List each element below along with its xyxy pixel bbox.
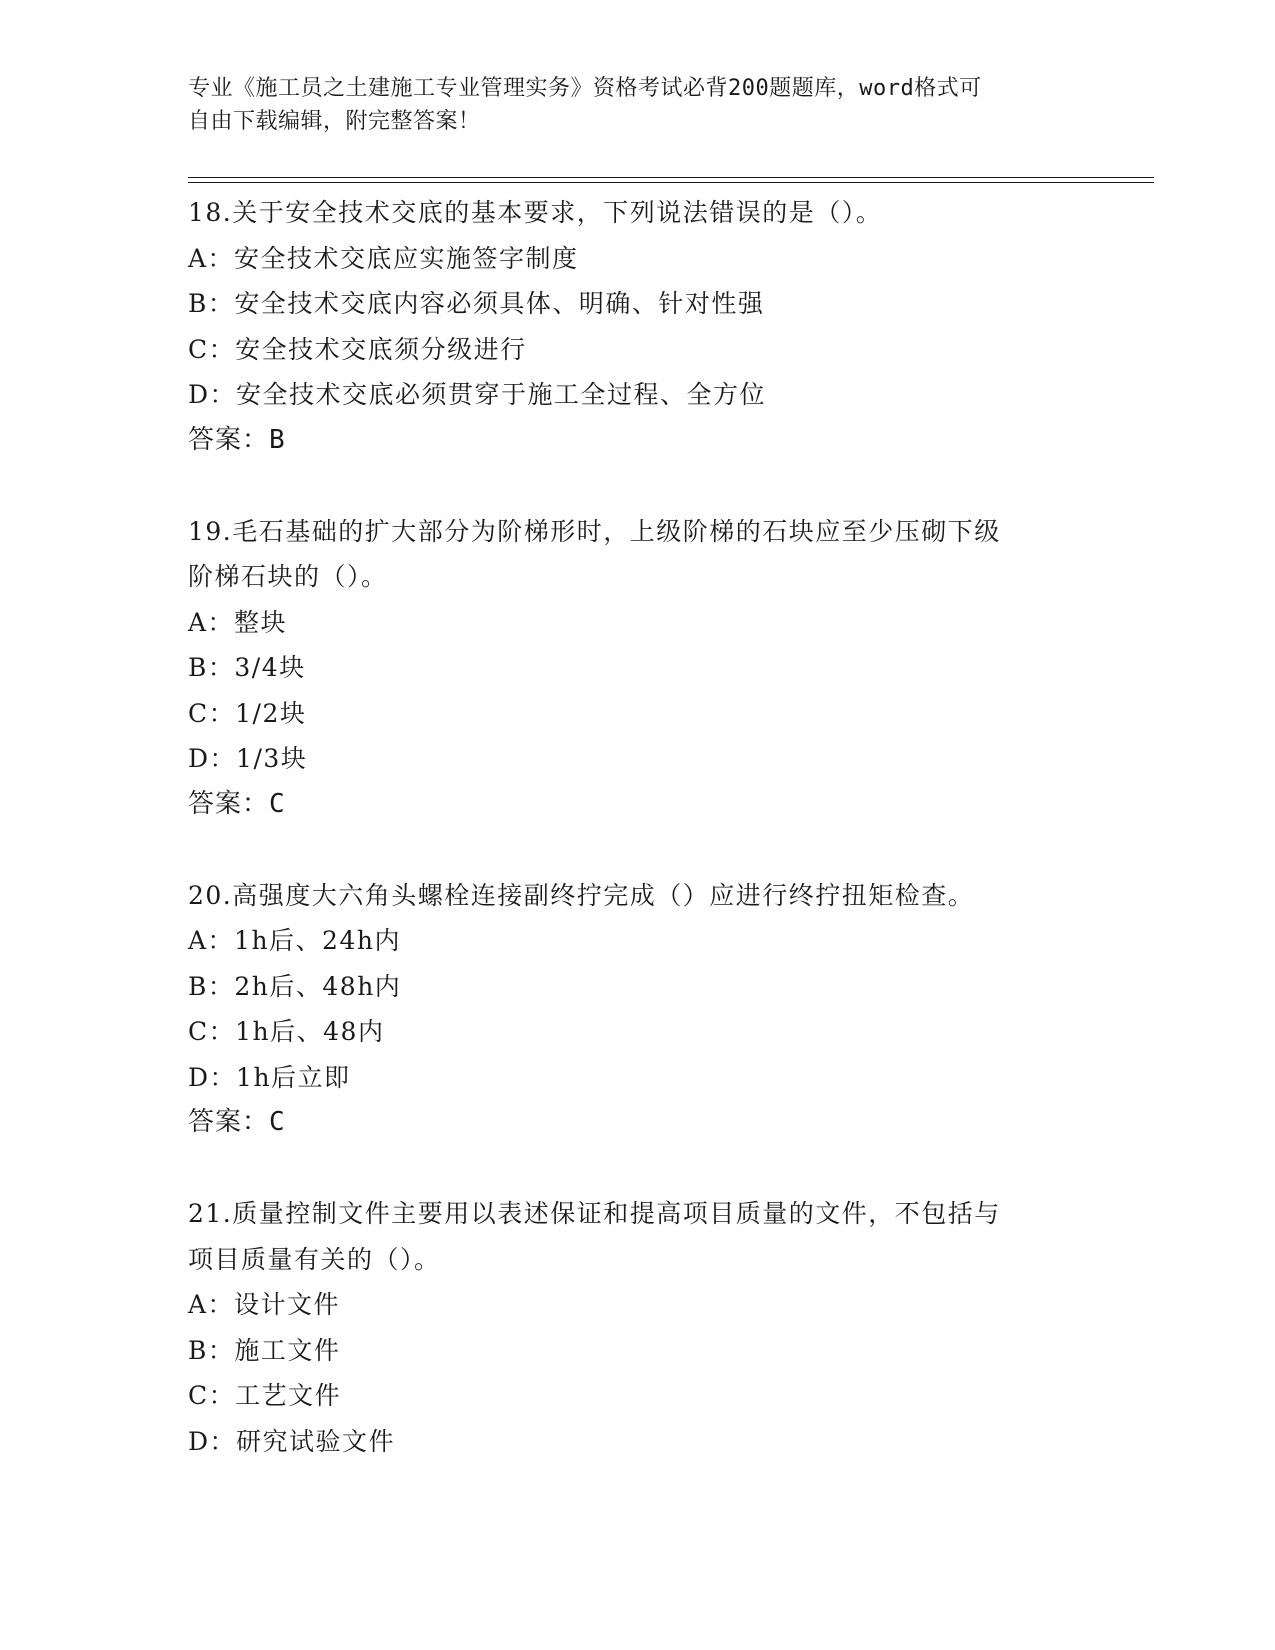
option-a: A：1h后、24h内 xyxy=(188,926,401,955)
question-stem: 18.关于安全技术交底的基本要求，下列说法错误的是（）。 xyxy=(188,198,883,227)
option-c: C：1/2块 xyxy=(188,698,307,728)
question-20 xyxy=(188,873,1088,1146)
option-d: D：1/3块 xyxy=(188,744,308,773)
question-spacer xyxy=(188,827,1088,873)
option-b: B：施工文件 xyxy=(188,1335,341,1365)
header-line-1: 专业《施工员之土建施工专业管理实务》资格考试必背200题题库，word格式可 xyxy=(188,76,982,101)
header-divider-top xyxy=(188,177,1154,178)
document-header xyxy=(188,72,1088,138)
option-d: D：1h后立即 xyxy=(188,1062,351,1092)
answer: 答案：B xyxy=(188,424,286,455)
option-a: A：设计文件 xyxy=(188,1290,341,1319)
option-d: D：安全技术交底必须贯穿于施工全过程、全方位 xyxy=(188,380,767,409)
question-stem: 19.毛石基础的扩大部分为阶梯形时，上级阶梯的石块应至少压砌下级 xyxy=(188,516,1001,546)
question-stem-continued: 阶梯石块的（）。 xyxy=(188,562,388,591)
option-d: D：研究试验文件 xyxy=(188,1426,396,1456)
option-b: B：3/4块 xyxy=(188,653,306,682)
question-stem-continued: 项目质量有关的（）。 xyxy=(188,1244,441,1274)
question-19 xyxy=(188,509,1088,828)
option-c: C：1h后、48内 xyxy=(188,1017,385,1046)
header-line-2: 自由下载编辑，附完整答案！ xyxy=(188,109,481,134)
question-stem: 20.高强度大六角头螺栓连接副终拧完成（）应进行终拧扭矩检查。 xyxy=(188,880,975,910)
question-spacer xyxy=(188,1146,1088,1192)
option-b: B：安全技术交底内容必须具体、明确、针对性强 xyxy=(188,289,765,318)
question-list xyxy=(188,190,1088,1464)
question-spacer xyxy=(188,463,1088,509)
header-divider-bottom xyxy=(188,182,1154,183)
question-18 xyxy=(188,190,1088,463)
option-a: A：安全技术交底应实施签字制度 xyxy=(188,243,579,273)
option-a: A：整块 xyxy=(188,607,288,637)
option-c: C：工艺文件 xyxy=(188,1381,342,1410)
option-b: B：2h后、48h内 xyxy=(188,971,402,1001)
answer: 答案：C xyxy=(188,1107,286,1137)
question-21 xyxy=(188,1191,1088,1464)
option-c: C：安全技术交底须分级进行 xyxy=(188,334,527,364)
answer: 答案：C xyxy=(188,788,286,819)
question-stem: 21.质量控制文件主要用以表述保证和提高项目质量的文件，不包括与 xyxy=(188,1199,1001,1228)
